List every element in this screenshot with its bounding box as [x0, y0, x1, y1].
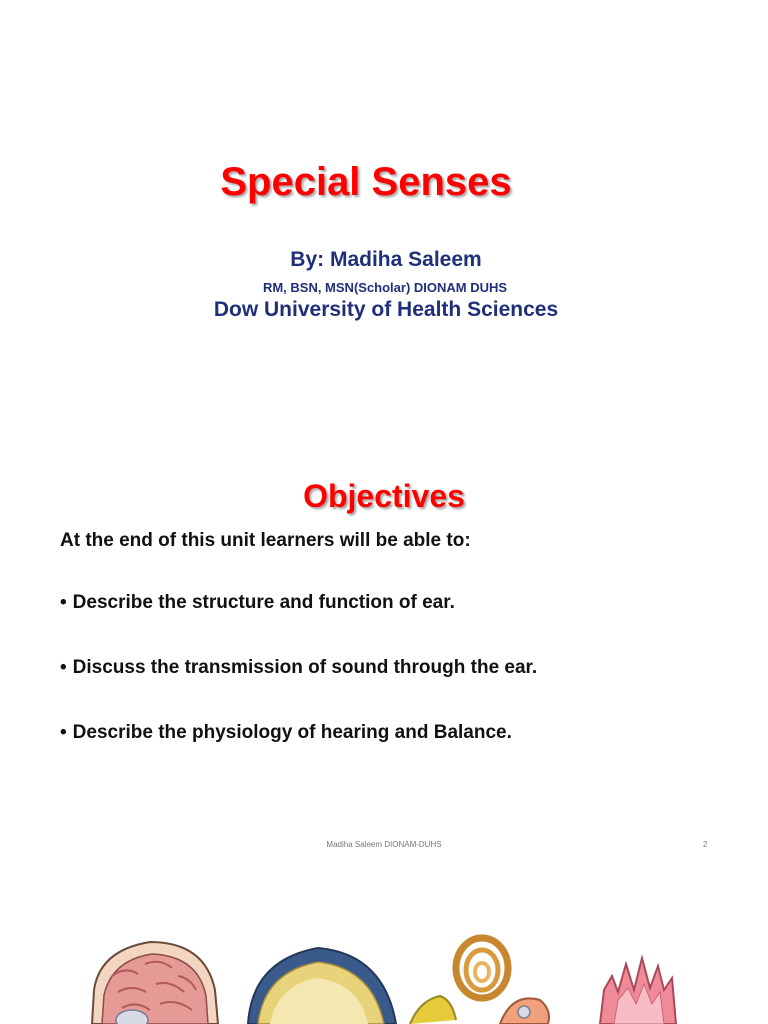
objective-item — [60, 657, 537, 679]
eye-illustration — [248, 948, 396, 1024]
brain-illustration — [92, 942, 218, 1024]
author-byline: By: Madiha Saleem — [290, 248, 482, 271]
objectives-intro: At the end of this unit learners will be able to: — [60, 530, 471, 551]
objective-text: Describe the physiology of hearing and Balance. — [72, 722, 512, 743]
objective-text: Discuss the transmission of sound through the ear. — [72, 657, 538, 678]
slide-footer: Madiha Saleem DIONAM-DUHS — [326, 840, 442, 849]
objective-item — [60, 592, 455, 614]
author-credentials: RM, BSN, MSN(Scholar) DIONAM DUHS — [262, 280, 508, 295]
objective-text: Describe the structure and function of ear. — [72, 592, 455, 613]
bullet-icon: • — [60, 722, 67, 743]
ear-cochlea-illustration — [410, 938, 549, 1024]
tongue-illustration — [600, 958, 676, 1024]
slide-title: Objectives — [303, 478, 465, 514]
title-slide — [0, 0, 768, 420]
page-number: 2 — [703, 840, 708, 849]
bullet-icon: • — [60, 657, 67, 678]
institution-name: Dow University of Health Sciences — [213, 298, 559, 321]
slide-title: Special Senses — [220, 160, 512, 204]
objectives-slide — [0, 430, 768, 870]
bullet-icon: • — [60, 592, 67, 613]
senses-illustration-slide — [0, 880, 768, 1024]
objective-item — [60, 722, 512, 744]
senses-illustrations — [0, 880, 768, 1024]
